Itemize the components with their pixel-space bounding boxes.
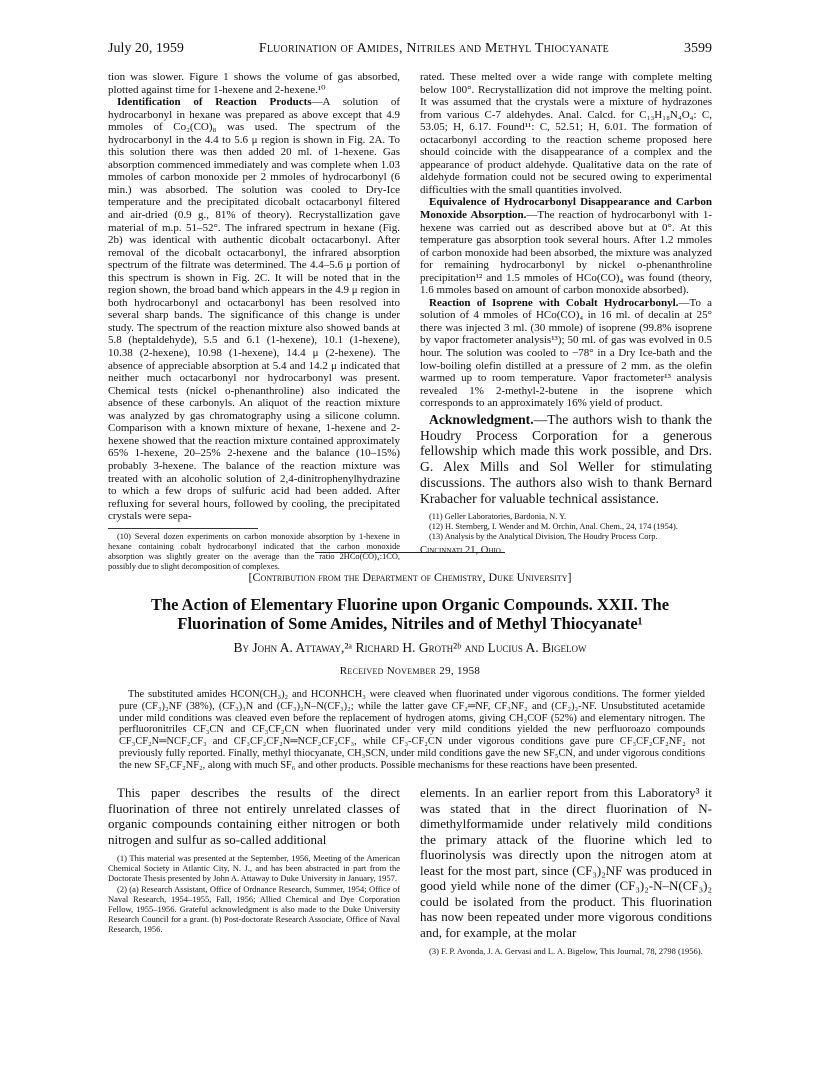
section-heading: Reaction of Isoprene with Cobalt Hydrocarbonyl.: [429, 296, 679, 309]
paragraph-text: —To a solution of 4 mmoles of HCo(CO)₄ in 16 ml. of decalin at 25° there was injected 3 ml. (30 mmole) of isoprene (99.8% isoprene by vapor fractometer analysis¹³); 50 ml. of gas was evolved in 0.5 hour. The solution was cooled to −78° in a Dry Ice-bath and the low-boiling olefin distilled at a pressure of 2 mm. as the olefin warmed up to room temperature. Vapor fractometer¹³ analysis revealed 1% 2-methyl-2-butene in the isoprene which corresponds to an approximately 16% yield of product.: [420, 296, 712, 410]
contribution-line: [Contribution from the Department of Chemistry, Duke University]: [248, 570, 572, 584]
header-title: Fluorination of Amides, Nitriles and Methyl Thiocyanate: [258, 41, 609, 56]
received-date: Received November 29, 1958: [339, 665, 481, 677]
footnotes: [108, 853, 400, 935]
footnote-12: (12) H. Sternberg, I. Wender and M. Orchin, Anal. Chem., 24, 174 (1954).: [429, 521, 678, 531]
running-header: [108, 41, 712, 59]
footnote-13: (13) Analysis by the Analytical Division, The Houdry Process Corp.: [429, 531, 658, 541]
section-heading: Equivalence of Hydrocarbonyl Disappearance and Carbon Monoxide Absorption.: [420, 196, 712, 222]
affiliation-city: Cincinnati 21, Ohio: [420, 544, 501, 556]
header-date: July 20, 1959: [108, 41, 184, 56]
acknowledgment: [420, 412, 712, 507]
acknowledgment-text: —The authors wish to thank the Houdry Process Corporation for a generous fellowship which made this work possible, and Drs. G. Alex Mills and Sol Weller for stimulating discussions. The authors also wish to thank Bernard Krabacher for valuable technical assistance.: [420, 411, 712, 506]
body-paragraph: elements. In an earlier report from this Laboratory³ it was stated that in the direct fluorination of N-dimethylformamide under relatively mild conditions the primary attack of the fluorine which led to fluorinolysis was directly upon the nitrogen atom at least for the most part, since (CF₃)₂NF was produced in good yield while none of the dimer (CF₃)₂-N–N(CF₃)₂ could be isolated from the product. This fluorination has now been repeated under more vigorous conditions and, for example, at the molar: [420, 785, 712, 940]
footnotes: [420, 512, 712, 542]
paragraph: [108, 96, 400, 523]
footnote-2: (2) (a) Research Assistant, Office of Ordnance Research, Summer, 1954; Office of Naval Research, 1954–1955, Fall, 1956; Allied Chemical and Dye Corporation Fellow, 1955–1956. Grateful acknowledgment is also made to the Duke University Research Council for a grant. (b) Post-doctorate Research Associate, Office of Naval Research, 1956.: [108, 883, 400, 935]
footnote-11: (11) Geller Laboratories, Bardonia, N. Y.: [429, 511, 567, 521]
section-heading: Identification of Reaction Products: [117, 96, 312, 109]
paragraph: rated. These melted over a wide range with complete melting below 100°. Recrystallization did not improve the melting point. It was assumed that the crystals were a mixture of hydrazones from various C-7 aldehydes. Anal. Calcd. for C₁₃H₁₈N₄O₄: C, 53.05; H, 6.17. Found¹¹: C, 52.51; H, 6.01. The formation of octacarbonyl according to the reaction scheme proposed here should coincide with the disappearance of a complex and the appearance of product aldehyde. Qualitative data on the rate of aldehyde formation could not be secured owing to experimental difficulties with the small quantities involved.: [420, 71, 712, 196]
footnote-3: (3) F. P. Avonda, J. A. Gervasi and L. A. Bigelow, This Journal, 78, 2798 (1956).: [429, 946, 703, 956]
footnotes: [420, 946, 712, 956]
top-right-column: [420, 71, 712, 557]
article-separator: [315, 552, 505, 553]
footnote-1: (1) This material was presented at the September, 1956, Meeting of the American Chemical Society in Atlantic City, N. J., and has been abstracted in part from the Doctorate Thesis presented by John A. Attaway to Duke University in January, 1957.: [108, 853, 400, 884]
abstract: The substituted amides HCON(CH₃)₂ and HCONHCH₃ were cleaved when fluorinated under vigorous conditions. The former yielded pure (CF₃)₂NF (38%), (CF₃)₃N and (CF₃)₂N–N(CF₃)₂; while the latter gave CF₂═NF, CF₃NF₂ and (CF₂)₂-NF. Unsubstituted acetamide under mild conditions was cleaved even before the replacement of hydrogen atoms, giving CH₃COF (52%) and elementary nitrogen. The perfluoronitriles CF₃CN and CF₃CF₂CN when fluorinated under very mild conditions yielded the new perfluoroazo compounds CF₃CF₂N═NCF₂CF₃ and CF₃CF₂CF₂N═NCF₂CF₂CF₃, while CF₃-CF₂CN under vigorous conditions gave pure CF₃CF₂CF₂NF₂ not previously fully reported. Finally, methyl thiocyanate, CH₃SCN, under mild conditions gave the new SF₅CN, and under vigorous conditions the new SF₅CF₂NF₂, along with much SF₆ and other products. Possible mechanisms for these reactions have been presented.: [119, 689, 705, 771]
footnote-10: (10) Several dozen experiments on carbon monoxide absorption by 1-hexene in hexane containing cobalt hydrocarbonyl indicated that the carbon monoxide absorption was slightly greater on the average than the ratio 2HCo(CO)₄:1CO, possibly due to slight decomposition of complexes.: [108, 531, 400, 571]
article-authors: By John A. Attaway,²ᵃ Richard H. Groth²ᵇ and Lucius A. Bigelow: [233, 640, 587, 655]
bottom-right-column: [420, 785, 712, 956]
top-left-column: [108, 71, 400, 572]
acknowledgment-heading: Acknowledgment.: [429, 411, 534, 427]
header-page-number: 3599: [683, 41, 712, 56]
paragraph: tion was slower. Figure 1 shows the volume of gas absorbed, plotted against time for 1-hexene and 2-hexene.¹⁰: [108, 71, 400, 96]
paragraph: [420, 196, 712, 296]
footnote-rule: [108, 528, 258, 529]
paragraph-text: —A solution of hydrocarbonyl in hexane was prepared as above except that 4.9 mmoles of Co₂(CO)₈ was used. The spectrum of the hydrocarbonyl in the 4.4 to 5.6 μ region is shown in Fig. 2A. To this solution there was then added 20 ml. of 1-hexene. Gas absorption commenced immediately and was complete when 1.03 mmoles of carbon monoxide per 2 mmoles of hydrocarbonyl (6 min.) was absorbed. The solution was cooled to Dry-Ice temperature and the precipitated dicobalt octacarbonyl filtered and air-dried (0.9 g., 81% of theory). Recrystallization gave material of m.p. 51–52°. The infrared spectrum in hexane (Fig. 2b) was identical with authentic dicobalt octacarbonyl. After removal of the dicobalt octacarbonyl, the infrared absorption spectrum of the filtrate was determined. The 4.4–5.6 μ portion of this spectrum is shown in Fig. 2C. It will be noted that in the region shown, the broad band which appears in the 4.9 μ region in both hydrocarbonyl and octacarbonyl has been resolved into several sharp bands. The significance of this change is under study. The spectrum of the reaction mixture also showed bands at 5.8 (heptaldehyde), 5.5 and 6.1 (1-hexene), 10.1 (1-hexene), 10.38 (2-hexene), 10.98 (1-hexene), 14.4 μ (2-hexene). The absence of appreciable absorption at 5.4 and 14.2 μ indicated that neither much octacarbonyl nor hydrocarbonyl was present. Chemical tests (nickel o-phenanthroline) also indicated the absence of these carbonyls. An aliquot of the reaction mixture was analyzed by gas chromatography using a silicone column. Comparison with a known mixture of hexane, 1-hexene and 2-hexene showed that the reaction mixture contained approximately 65% 1-hexene, 20–25% 2-hexene and the balance (10–15%) probably 3-hexene. The balance of the reaction mixture was treated with an alcoholic solution of 2,4-dinitrophenylhydrazine to which a few drops of sulfuric acid had been added. After refluxing for several hours, followed by cooling, the precipitated crystals were sepa-: [108, 96, 401, 523]
bottom-left-column: [108, 785, 400, 935]
article-title: The Action of Elementary Fluorine upon Organic Compounds. XXII. The Fluorination of Some Amides, Nitriles and of Methyl Thiocyanate¹: [150, 595, 670, 633]
body-paragraph: This paper describes the results of the direct fluorination of three not entirely unrelated classes of organic compounds containing either nitrogen or both nitrogen and sulfur as so-called additional: [108, 785, 400, 847]
paragraph-text: —The reaction of hydrocarbonyl with 1-hexene was carried out as described above but at 0°. At this temperature gas absorption took several hours. After 1.2 mmoles of carbon monoxide had been absorbed, the mixture was analyzed for remaining hydrocarbonyl by nickel o-phenanthroline precipitation¹² and 1.5 mmoles of HCo(CO)₄ was found (theory, 1.6 mmoles based on amount of carbon monoxide absorbed).: [420, 209, 712, 297]
paragraph: [420, 297, 712, 410]
